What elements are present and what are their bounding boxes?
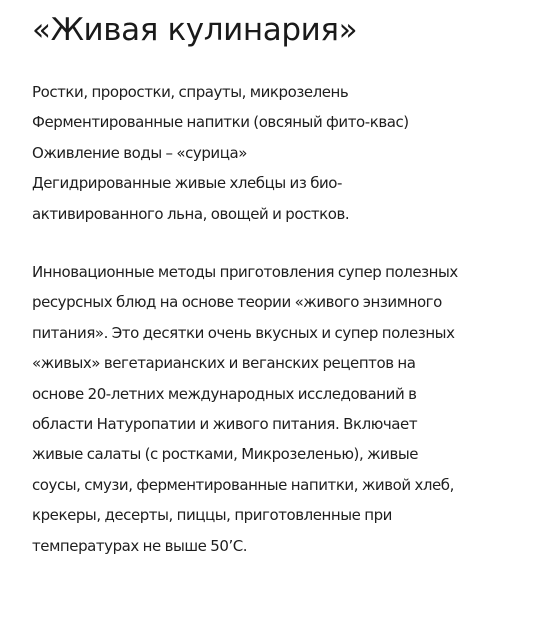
description-line: Инновационные методы приготовления супер полезных [32,263,458,281]
description-line: соусы, смузи, ферментированные напитки, живой хлеб, [32,475,454,494]
features-line: Ферментированные напитки (овсяный фито-квас) [32,113,409,132]
features-line: Дегидрированные живые хлебцы из био- [32,174,342,193]
features-line: Оживление воды – «сурица» [32,143,247,162]
features-list [32,77,409,229]
description-line: температурах не выше 50’С. [32,536,248,555]
page-title: «Живая кулинария» [32,12,358,48]
description-line: живые салаты (с ростками, Микрозеленью), живые [32,445,419,464]
description-line: основе 20-летних международных исследований в [32,384,417,403]
features-line: Ростки, проростки, спрауты, микрозелень [32,83,349,101]
description-line: области Натуропатии и живого питания. Включает [32,414,418,433]
description-line: питания». Это десятки очень вкусных и супер полезных [32,323,455,342]
description-paragraph [32,257,458,561]
description-line: крекеры, десерты, пиццы, приготовленные при [32,506,392,525]
description-line: «живых» вегетарианских и веганских рецептов на [32,354,416,373]
features-line: активированного льна, овощей и ростков. [32,204,350,223]
description-line: ресурсных блюд на основе теории «живого энзимного [32,293,442,312]
